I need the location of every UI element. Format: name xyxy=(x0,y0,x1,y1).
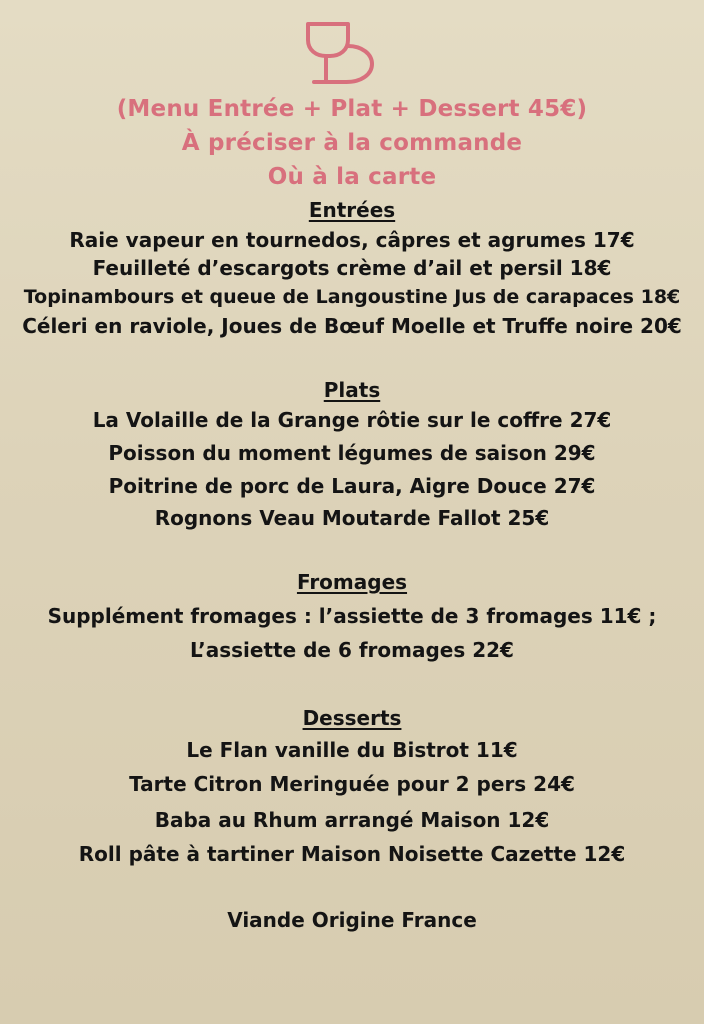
meat-origin-note: Viande Origine France xyxy=(227,908,477,932)
section-title-desserts: Desserts xyxy=(302,706,402,730)
bistrot-b-logo-icon xyxy=(300,18,380,88)
menu-item: La Volaille de la Grange rôtie sur le coffre 27€ xyxy=(92,408,612,432)
menu-item: Céleri en raviole, Joues de Bœuf Moelle et Truffe noire 20€ xyxy=(22,314,682,338)
menu-item: Supplément fromages : l’assiette de 3 fromages 11€ ; xyxy=(47,604,657,628)
menu-item: Rognons Veau Moutarde Fallot 25€ xyxy=(154,506,550,530)
order-note-line: À préciser à la commande xyxy=(181,130,523,156)
menu-item: L’assiette de 6 fromages 22€ xyxy=(190,638,514,662)
menu-item: Baba au Rhum arrangé Maison 12€ xyxy=(154,808,550,832)
a-la-carte-line: Où à la carte xyxy=(267,164,437,190)
menu-item: Tarte Citron Meringuée pour 2 pers 24€ xyxy=(129,772,575,796)
menu-item: Poisson du moment légumes de saison 29€ xyxy=(108,441,596,465)
section-title-entrees: Entrées xyxy=(308,198,396,222)
menu-formula-line: (Menu Entrée + Plat + Dessert 45€) xyxy=(116,96,588,122)
menu-item: Roll pâte à tartiner Maison Noisette Cazette 12€ xyxy=(78,842,626,866)
section-title-plats: Plats xyxy=(323,378,381,402)
section-title-fromages: Fromages xyxy=(296,570,408,594)
menu-item: Le Flan vanille du Bistrot 11€ xyxy=(186,738,518,762)
menu-item: Topinambours et queue de Langoustine Jus de carapaces 18€ xyxy=(23,286,681,308)
menu-item: Raie vapeur en tournedos, câpres et agrumes 17€ xyxy=(69,228,635,252)
menu-item: Feuilleté d’escargots crème d’ail et persil 18€ xyxy=(92,256,612,280)
menu-item: Poitrine de porc de Laura, Aigre Douce 27€ xyxy=(108,474,596,498)
